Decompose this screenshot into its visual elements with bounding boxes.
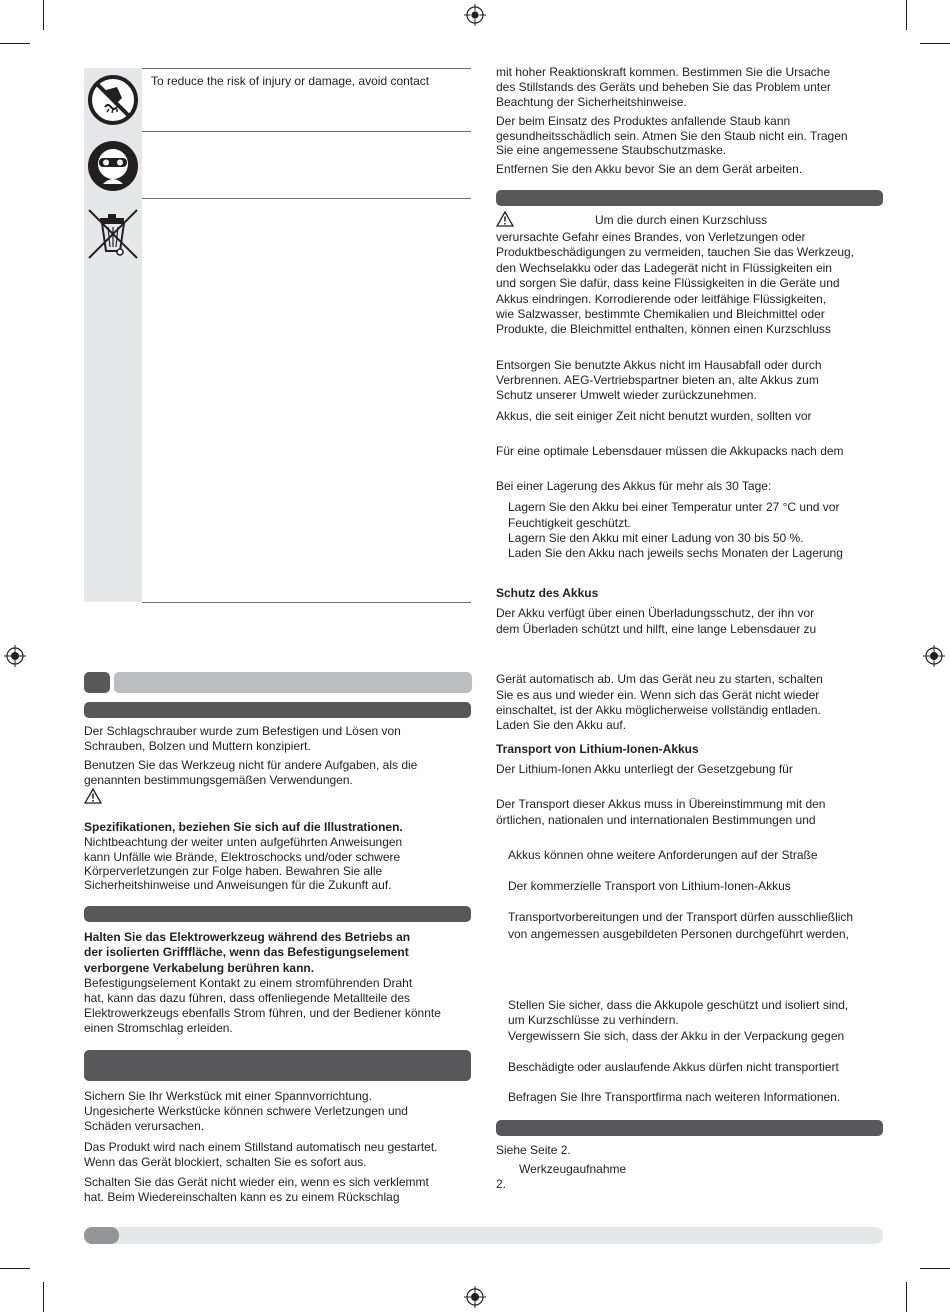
text-line: einen Stromschlag erleiden. — [84, 1021, 233, 1035]
text-line: Benutzen Sie das Werkzeug nicht für andere Aufgaben, als die — [84, 758, 418, 772]
text-line: Sichern Sie Ihr Werkstück mit einer Spannvorrichtung. — [84, 1089, 372, 1103]
text-line: Akkus, die seit einiger Zeit nicht benutzt wurden, sollten vor — [496, 409, 812, 423]
text-line: Gerät automatisch ab. Um das Gerät neu zu starten, schalten — [496, 672, 823, 686]
crop-mark — [920, 43, 950, 44]
list-item: Lagern Sie den Akku bei einer Temperatur unter 27 °C und vor — [508, 500, 840, 514]
text-line: Der Akku verfügt über einen Überladungsschutz, der ihn vor — [496, 606, 815, 620]
list-item: Akkus können ohne weitere Anforderungen auf der Straße — [508, 848, 818, 862]
registration-mark-icon — [464, 1286, 486, 1308]
text-line: Entfernen Sie den Akku bevor Sie an dem Gerät arbeiten. — [496, 162, 803, 176]
list-item: Laden Sie den Akku nach jeweils sechs Monaten der Lagerung — [508, 546, 843, 560]
section-title-bar — [114, 672, 472, 693]
text-line: Der Lithium-Ionen Akku unterliegt der Gesetzgebung für — [496, 762, 793, 776]
list-item: Vergewissern Sie sich, dass der Akku in der Verpackung gegen — [508, 1029, 845, 1043]
text-line: Laden Sie den Akku auf. — [496, 718, 627, 732]
list-item: Feuchtigkeit geschützt. — [508, 516, 631, 530]
text-line: Elektrowerkzeugs ebenfalls Strom führen, und der Bediener könnte — [84, 1006, 441, 1020]
text-line: wie Salzwasser, bestimmte Chemikalien und Bleichmittel oder — [496, 307, 825, 321]
section-heading: Transport von Lithium-Ionen-Akkus — [496, 742, 699, 756]
text-line: mit hoher Reaktionskraft kommen. Bestimmen Sie die Ursache — [496, 65, 831, 79]
text-line: Schrauben, Bolzen und Muttern konzipiert. — [84, 739, 311, 753]
text-line: Wenn das Gerät blockiert, schalten Sie es sofort aus. — [84, 1155, 367, 1169]
text-line: Bei einer Lagerung des Akkus für mehr als 30 Tage: — [496, 479, 772, 493]
text-line: Schutz unserer Umwelt wieder zurückzunehmen. — [496, 388, 757, 402]
eye-protection-icon — [87, 140, 139, 192]
table-rule — [142, 198, 471, 199]
crop-mark — [906, 0, 907, 30]
text-line: den Wechselakku oder das Ladegerät nicht in Flüssigkeiten ein — [496, 261, 832, 275]
crop-mark — [0, 43, 30, 44]
list-item: Befragen Sie Ihre Transportfirma nach weiteren Informationen. — [508, 1090, 841, 1104]
text-line-bold: Halten Sie das Elektrowerkzeug während des Betriebs an — [84, 930, 411, 944]
text-line: Verbrennen. AEG-Vertriebspartner bieten an, alte Akkus zum — [496, 373, 819, 387]
list-item: Transportvorbereitungen und der Transport dürfen ausschließlich — [508, 910, 854, 924]
text-line: Werkzeugaufnahme — [519, 1162, 627, 1176]
no-contact-icon — [87, 74, 139, 126]
text-line: Befestigungselement Kontakt zu einem stromführenden Draht — [84, 976, 413, 990]
list-item: Stellen Sie sicher, dass die Akkupole geschützt und isoliert sind, — [508, 998, 849, 1012]
text-line: örtlichen, nationalen und internationalen Bestimmungen und — [496, 813, 816, 827]
warning-triangle-icon — [84, 788, 102, 804]
text-line: 2. — [496, 1177, 507, 1191]
text-line: Körperverletzungen zur Folge haben. Bewahren Sie alle — [84, 864, 383, 878]
text-line: Entsorgen Sie benutzte Akkus nicht im Hausabfall oder durch — [496, 358, 822, 372]
text-line: Für eine optimale Lebensdauer müssen die Akkupacks nach dem — [496, 444, 844, 458]
text-line: Der Schlagschrauber wurde zum Befestigen und Lösen von — [84, 724, 401, 738]
subsection-bar — [84, 1050, 471, 1081]
warning-row-text: To reduce the risk of injury or damage, avoid contact — [151, 74, 430, 88]
registration-mark-icon — [923, 645, 945, 667]
crossed-bin-icon — [86, 205, 140, 261]
text-line-bold: der isolierten Grifffläche, wenn das Befestigungselement — [84, 945, 409, 959]
text-line: Der beim Einsatz des Produktes anfallende Staub kann — [496, 114, 791, 128]
text-line: Das Produkt wird nach einem Stillstand automatisch neu gestartet. — [84, 1140, 438, 1154]
text-line: Sie es aus und wieder ein. Wenn sich das Gerät nicht wieder — [496, 688, 820, 702]
text-line: Produktbeschädigungen zu vermeiden, tauchen Sie das Werkzeug, — [496, 245, 855, 259]
page-number-tab — [84, 1227, 119, 1244]
text-line: und sorgen Sie dafür, dass keine Flüssigkeiten in die Geräte und — [496, 276, 840, 290]
text-line: Der Transport dieser Akkus muss in Übereinstimmung mit den — [496, 797, 826, 811]
text-line: Beachtung der Sicherheitshinweise. — [496, 95, 687, 109]
text-line: kann Unfälle wie Brände, Elektroschocks und/oder schwere — [84, 850, 401, 864]
text-line: Sie eine angemessene Staubschutzmaske. — [496, 143, 727, 157]
subsection-bar — [84, 702, 471, 718]
section-number-tab — [84, 672, 110, 693]
text-line: Produkte, die Bleichmittel enthalten, können einen Kurzschluss — [496, 322, 831, 336]
crop-mark — [43, 0, 44, 30]
list-item: Lagern Sie den Akku mit einer Ladung von 30 bis 50 %. — [508, 531, 804, 545]
table-rule — [142, 131, 471, 132]
text-line: Ungesicherte Werkstücke können schwere Verletzungen und — [84, 1104, 408, 1118]
warning-triangle-icon — [496, 211, 514, 227]
list-item: von angemessen ausgebildeten Personen durchgeführt werden, — [508, 927, 849, 941]
subsection-bar — [496, 1120, 883, 1136]
text-line: Schalten Sie das Gerät nicht wieder ein, wenn es sich verklemmt — [84, 1175, 429, 1189]
crop-mark — [0, 1268, 30, 1269]
table-rule — [142, 68, 471, 69]
text-line: Um die durch einen Kurzschluss — [595, 213, 768, 227]
text-line: genannten bestimmungsgemäßen Verwendungen. — [84, 773, 353, 787]
crop-mark — [920, 1268, 950, 1269]
text-line: einschaltet, ist der Akku möglicherweise vollständig entladen. — [496, 703, 821, 717]
list-item: um Kurzschlüsse zu verhindern. — [508, 1013, 679, 1027]
subsection-bar — [496, 190, 883, 206]
footer-bar — [84, 1227, 883, 1244]
text-line-bold: verborgene Verkabelung berühren kann. — [84, 961, 315, 975]
text-line: dem Überladen schützt und hilft, eine lange Lebensdauer zu — [496, 622, 817, 636]
text-line: verursachte Gefahr eines Brandes, von Verletzungen oder — [496, 230, 806, 244]
text-line: des Stillstands des Geräts und beheben Sie das Problem unter — [496, 80, 831, 94]
crop-mark — [906, 1282, 907, 1312]
text-line: Siehe Seite 2. — [496, 1143, 571, 1157]
list-item: Beschädigte oder auslaufende Akkus dürfen nicht transportiert — [508, 1060, 839, 1074]
text-line: hat, kann das dazu führen, dass offenliegende Metallteile des — [84, 991, 411, 1005]
text-line: Sicherheitshinweise und Anweisungen für die Zukunft auf. — [84, 878, 392, 892]
section-heading: Schutz des Akkus — [496, 586, 599, 600]
text-line: Schäden verursachen. — [84, 1119, 205, 1133]
text-line: Nichtbeachtung der weiter unten aufgeführten Anweisungen — [84, 835, 403, 849]
list-item: Der kommerzielle Transport von Lithium-Ionen-Akkus — [508, 879, 791, 893]
text-line: hat. Beim Wiedereinschalten kann es zu einem Rückschlag — [84, 1190, 400, 1204]
text-line-bold: Spezifikationen, beziehen Sie sich auf die Illustrationen. — [84, 820, 403, 834]
crop-mark — [43, 1282, 44, 1312]
text-line: gesundheitsschädlich sein. Atmen Sie den Staub nicht ein. Tragen — [496, 129, 848, 143]
subsection-bar — [84, 906, 471, 922]
registration-mark-icon — [464, 4, 486, 26]
registration-mark-icon — [4, 645, 26, 667]
table-rule — [142, 602, 471, 603]
text-line: Akkus eindringen. Korrodierende oder leitfähige Flüssigkeiten, — [496, 292, 827, 306]
